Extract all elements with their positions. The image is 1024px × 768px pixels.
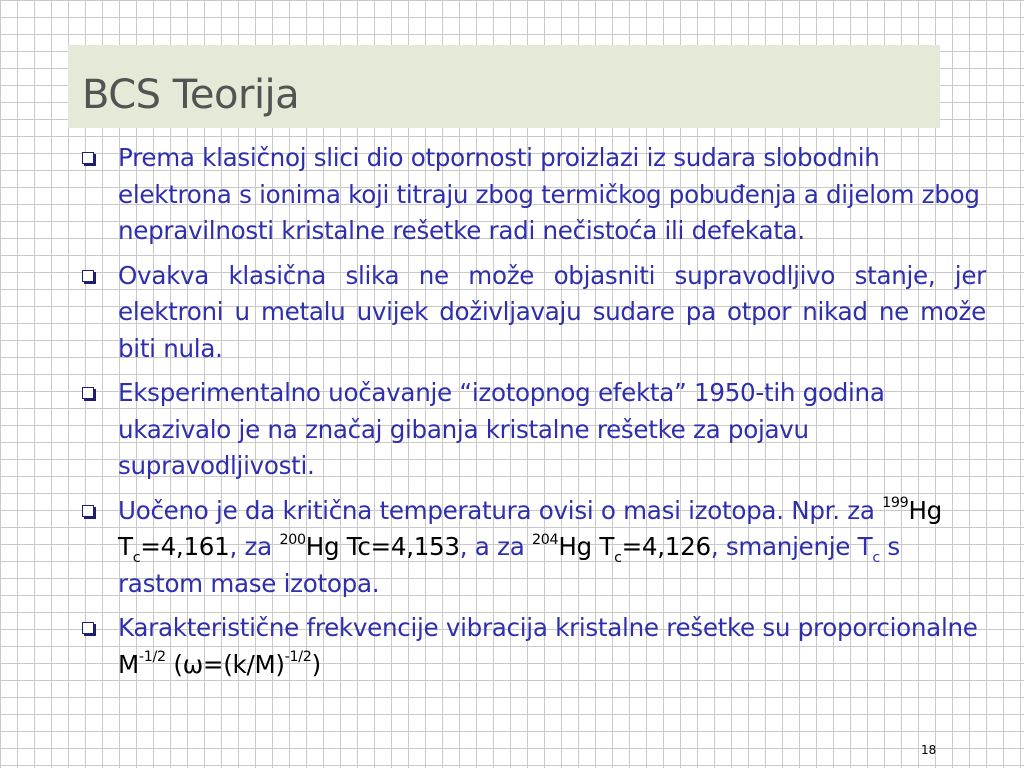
- bullet-text: Eksperimentalno uočavanje “izotopnog efekta” 1950-tih godina ukazivalo je na značaj gibanja kristalne rešetke za pojavu supravodljivosti.: [118, 378, 885, 480]
- bullet-isotope-effect: [80, 375, 986, 485]
- bullet-text: Prema klasičnoj slici dio otpornosti proizlazi iz sudara slobodnih elektrona s ionima koji titraju zbog termičkog pobuđenja a dijelom zbog nepravilnosti kristalne rešetke radi nečistoća ili defekata.: [118, 143, 980, 245]
- checkbox-bullet-icon: [82, 270, 94, 282]
- bullet-list: [80, 140, 986, 691]
- text-part: ): [311, 649, 321, 679]
- subscript-c: c: [614, 549, 622, 566]
- text-part: s rastom mase izotopa.: [118, 532, 900, 598]
- tc-value-204: =4,126: [621, 532, 711, 561]
- exponent: -1/2: [284, 649, 312, 666]
- slide-title: BCS Teorija: [82, 72, 300, 118]
- text-part: , za: [229, 532, 280, 561]
- text-part: Hg T: [558, 532, 615, 561]
- text-part: , smanjenje T: [710, 532, 873, 561]
- tc-value-200: Hg Tc=4,153: [305, 532, 460, 561]
- bullet-text: Ovakva klasična slika ne može objasniti supravodljivo stanje, jer elektroni u metalu uvijek doživljavaju sudare pa otpor nikad ne može biti nula.: [118, 260, 986, 363]
- checkbox-bullet-icon: [82, 622, 94, 634]
- isotope-mass-200: 200: [279, 531, 306, 548]
- checkbox-bullet-icon: [82, 387, 94, 399]
- mass-symbol: M: [118, 649, 139, 679]
- omega-formula: (ω=(k/M): [165, 649, 285, 679]
- tc-value-199: =4,161: [140, 532, 230, 561]
- bullet-classical-resistance: [80, 140, 986, 250]
- page-number: 18: [921, 743, 937, 757]
- bullet-text: [118, 496, 942, 598]
- bullet-superconducting-state: [80, 258, 986, 368]
- bullet-lattice-frequencies: [80, 610, 986, 683]
- checkbox-bullet-icon: [82, 152, 94, 164]
- subscript-c: c: [872, 549, 880, 566]
- text-part: Hg T: [118, 495, 942, 561]
- isotope-mass-204: 204: [532, 531, 559, 548]
- bullet-text: [118, 613, 978, 679]
- text-part: Karakteristične frekvencije vibracija kristalne rešetke su proporcionalne: [118, 613, 978, 642]
- subscript-c: c: [132, 549, 141, 566]
- text-part: , a za: [459, 532, 532, 561]
- isotope-mass-199: 199: [882, 495, 909, 512]
- text-part: Uočeno je da kritična temperatura ovisi o masi izotopa. Npr. za: [118, 495, 883, 525]
- exponent: -1/2: [138, 649, 166, 666]
- bullet-critical-temperature: [80, 493, 986, 603]
- checkbox-bullet-icon: [82, 505, 94, 517]
